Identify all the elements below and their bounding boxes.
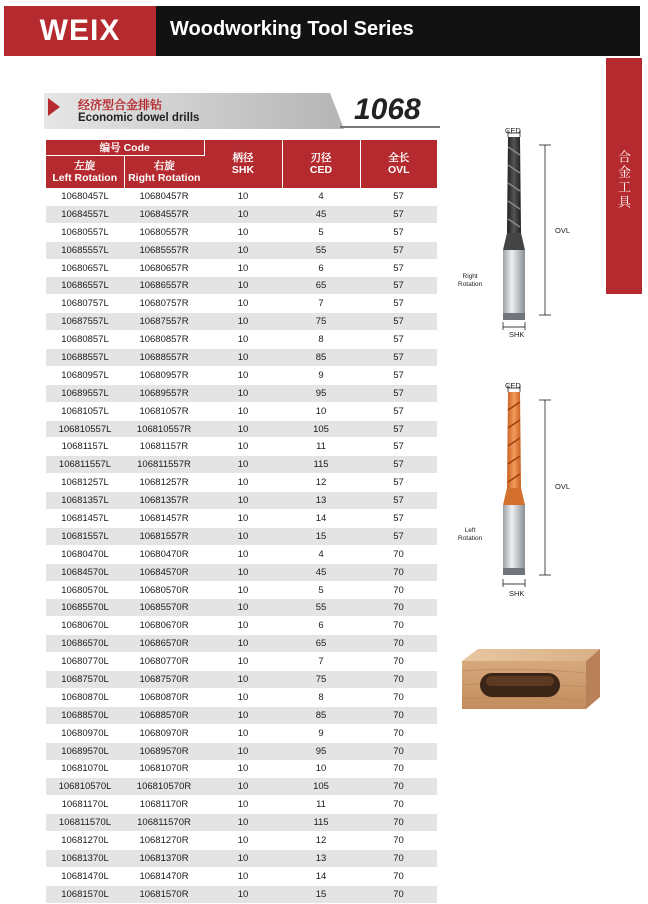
table-row <box>46 188 437 205</box>
ced-cell: 65 <box>282 277 360 295</box>
shk-cell: 10 <box>204 885 282 903</box>
shk-cell: 10 <box>204 349 282 367</box>
left-code-cell: 106810557L <box>46 420 124 438</box>
right-code-cell: 10681457R <box>124 510 204 528</box>
side-tab-label: 合金工具 <box>616 150 631 210</box>
ced-cell: 6 <box>282 259 360 277</box>
ced-cell: 7 <box>282 653 360 671</box>
ced-cell: 11 <box>282 796 360 814</box>
right-code-cell: 10687557R <box>124 313 204 331</box>
left-code-cell: 10685557L <box>46 241 124 259</box>
right-code-cell: 10684557R <box>124 205 204 223</box>
shk-cell: 10 <box>204 259 282 277</box>
left-code-cell: 10685570L <box>46 599 124 617</box>
ced-cell: 85 <box>282 349 360 367</box>
table-row <box>46 885 437 903</box>
shk-cell: 10 <box>204 742 282 760</box>
ovl-cell: 70 <box>360 849 437 867</box>
ced-cell: 6 <box>282 617 360 635</box>
ced-cell: 14 <box>282 867 360 885</box>
shk-cell: 10 <box>204 420 282 438</box>
code-header-en: Code <box>123 141 150 154</box>
left-code-cell: 10681057L <box>46 402 124 420</box>
ced-cell: 13 <box>282 849 360 867</box>
table-row <box>46 760 437 778</box>
shk-cell: 10 <box>204 599 282 617</box>
ovl-cell: 70 <box>360 867 437 885</box>
ced-cell: 75 <box>282 313 360 331</box>
table-row <box>46 671 437 689</box>
wood-block-image <box>458 645 603 715</box>
ovl-cell: 57 <box>360 349 437 367</box>
left-code-cell: 10687557L <box>46 313 124 331</box>
table-row <box>46 492 437 510</box>
right-ced-label: CED <box>505 126 521 135</box>
table-row <box>46 384 437 402</box>
right-code-cell: 10681157R <box>124 438 204 456</box>
ced-cell: 55 <box>282 241 360 259</box>
right-code-cell: 10680470R <box>124 545 204 563</box>
left-code-cell: 10680570L <box>46 581 124 599</box>
left-code-cell: 10680870L <box>46 688 124 706</box>
left-code-cell: 10686570L <box>46 635 124 653</box>
drill-bit-right <box>503 137 525 320</box>
ced-cell: 5 <box>282 223 360 241</box>
left-ovl-label: OVL <box>555 482 571 491</box>
shk-cell: 10 <box>204 510 282 528</box>
right-code-cell: 10680770R <box>124 653 204 671</box>
right-code-cell: 10681257R <box>124 474 204 492</box>
shk-cell: 10 <box>204 545 282 563</box>
table-row <box>46 724 437 742</box>
ced-cell: 45 <box>282 563 360 581</box>
shk-cell: 10 <box>204 814 282 832</box>
shk-cell: 10 <box>204 832 282 850</box>
ced-cell: 12 <box>282 474 360 492</box>
ced-cell: 95 <box>282 384 360 402</box>
shk-cell: 10 <box>204 474 282 492</box>
ced-cell: 12 <box>282 832 360 850</box>
ced-cell: 9 <box>282 366 360 384</box>
ovl-cell: 70 <box>360 796 437 814</box>
ced-header-en: CED <box>309 164 333 176</box>
ovl-cell: 70 <box>360 671 437 689</box>
left-code-cell: 10680657L <box>46 259 124 277</box>
drill-bit-left <box>503 392 525 575</box>
shk-cell: 10 <box>204 366 282 384</box>
left-code-cell: 10680857L <box>46 331 124 349</box>
ovl-cell: 57 <box>360 277 437 295</box>
right-code-cell: 10684570R <box>124 563 204 581</box>
ced-cell: 15 <box>282 527 360 545</box>
shk-cell: 10 <box>204 223 282 241</box>
left-code-cell: 10686557L <box>46 277 124 295</box>
logo-text: WEIX <box>39 14 121 47</box>
ced-cell: 75 <box>282 671 360 689</box>
shk-cell: 10 <box>204 492 282 510</box>
left-code-cell: 10681470L <box>46 867 124 885</box>
table-row <box>46 456 437 474</box>
left-shk-label: SHK <box>509 589 525 598</box>
right-code-cell: 10685570R <box>124 599 204 617</box>
table-row <box>46 635 437 653</box>
ovl-cell: 57 <box>360 313 437 331</box>
code-header-cn: 编号 <box>99 141 121 154</box>
ovl-cell: 70 <box>360 742 437 760</box>
series-banner <box>44 93 440 129</box>
shk-cell: 10 <box>204 581 282 599</box>
left-rotation-header <box>46 156 124 189</box>
table-row <box>46 653 437 671</box>
right-code-cell: 10680457R <box>124 188 204 205</box>
ovl-cell: 70 <box>360 563 437 581</box>
table-row <box>46 814 437 832</box>
left-code-cell: 10680970L <box>46 724 124 742</box>
left-rotation-label: Left Rotation <box>458 527 483 542</box>
left-code-cell: 10688557L <box>46 349 124 367</box>
shk-cell: 10 <box>204 402 282 420</box>
table-row <box>46 832 437 850</box>
left-code-cell: 106811557L <box>46 456 124 474</box>
right-code-cell: 10680570R <box>124 581 204 599</box>
left-code-cell: 10681557L <box>46 527 124 545</box>
left-code-cell: 10681357L <box>46 492 124 510</box>
ced-cell: 45 <box>282 205 360 223</box>
left-code-cell: 10680957L <box>46 366 124 384</box>
table-row <box>46 617 437 635</box>
left-ced-label: CED <box>505 381 521 390</box>
shk-cell: 10 <box>204 671 282 689</box>
table-row <box>46 277 437 295</box>
shk-cell: 10 <box>204 527 282 545</box>
right-code-cell: 10680857R <box>124 331 204 349</box>
ovl-cell: 70 <box>360 581 437 599</box>
table-row <box>46 706 437 724</box>
left-code-cell: 10681157L <box>46 438 124 456</box>
ced-cell: 9 <box>282 724 360 742</box>
ced-cell: 4 <box>282 188 360 205</box>
ovl-cell: 70 <box>360 635 437 653</box>
left-code-cell: 10680457L <box>46 188 124 205</box>
shk-cell: 10 <box>204 277 282 295</box>
side-tab <box>606 58 642 294</box>
ovl-cell: 57 <box>360 438 437 456</box>
left-code-cell: 10687570L <box>46 671 124 689</box>
ovl-cell: 70 <box>360 599 437 617</box>
right-code-cell: 10680870R <box>124 688 204 706</box>
ced-cell: 15 <box>282 885 360 903</box>
right-code-cell: 106810570R <box>124 778 204 796</box>
ovl-cell: 70 <box>360 885 437 903</box>
table-row <box>46 742 437 760</box>
right-ovl-label: OVL <box>555 226 571 235</box>
series-title-cn: 经济型合金排钻 <box>78 98 163 112</box>
shk-cell: 10 <box>204 796 282 814</box>
right-rotation-label: Right Rotation <box>458 273 483 288</box>
shk-cell: 10 <box>204 724 282 742</box>
table-row <box>46 349 437 367</box>
ced-header-cn: 刃径 <box>310 152 332 164</box>
shk-cell: 10 <box>204 688 282 706</box>
ced-cell: 14 <box>282 510 360 528</box>
shk-cell: 10 <box>204 849 282 867</box>
shk-header-en: SHK <box>231 164 255 176</box>
ovl-cell: 70 <box>360 814 437 832</box>
right-header-cn: 右旋 <box>153 160 175 172</box>
right-code-cell: 106810557R <box>124 420 204 438</box>
ced-header <box>282 140 360 188</box>
right-code-cell: 10680670R <box>124 617 204 635</box>
ced-cell: 5 <box>282 581 360 599</box>
right-code-cell: 106811557R <box>124 456 204 474</box>
ovl-cell: 70 <box>360 617 437 635</box>
code-header <box>46 140 204 156</box>
shk-cell: 10 <box>204 456 282 474</box>
ovl-cell: 57 <box>360 402 437 420</box>
ovl-cell: 70 <box>360 688 437 706</box>
ced-cell: 55 <box>282 599 360 617</box>
right-code-cell: 10681557R <box>124 527 204 545</box>
right-code-cell: 10681370R <box>124 849 204 867</box>
right-rotation-drill-drawing <box>455 125 600 345</box>
table-row <box>46 259 437 277</box>
left-header-en: Left Rotation <box>52 172 118 184</box>
ced-cell: 95 <box>282 742 360 760</box>
shk-cell: 10 <box>204 331 282 349</box>
table-row <box>46 778 437 796</box>
right-code-cell: 10681357R <box>124 492 204 510</box>
ovl-cell: 57 <box>360 331 437 349</box>
spec-table <box>46 140 437 904</box>
ced-cell: 4 <box>282 545 360 563</box>
arrow-icon <box>48 98 60 116</box>
ovl-cell: 57 <box>360 205 437 223</box>
shk-cell: 10 <box>204 438 282 456</box>
ced-cell: 7 <box>282 295 360 313</box>
left-code-cell: 10689557L <box>46 384 124 402</box>
left-code-cell: 10681170L <box>46 796 124 814</box>
right-header-en: Right Rotation <box>128 172 201 184</box>
table-row <box>46 438 437 456</box>
table-row <box>46 223 437 241</box>
right-code-cell: 10688557R <box>124 349 204 367</box>
table-row <box>46 527 437 545</box>
ovl-cell: 57 <box>360 241 437 259</box>
right-shk-label: SHK <box>509 330 525 339</box>
left-code-cell: 10681257L <box>46 474 124 492</box>
ovl-cell: 70 <box>360 760 437 778</box>
ovl-header-cn: 全长 <box>388 152 410 164</box>
right-code-cell: 10686557R <box>124 277 204 295</box>
right-code-cell: 10681270R <box>124 832 204 850</box>
ovl-cell: 57 <box>360 456 437 474</box>
left-code-cell: 10689570L <box>46 742 124 760</box>
ced-cell: 11 <box>282 438 360 456</box>
table-row <box>46 581 437 599</box>
right-code-cell: 10680970R <box>124 724 204 742</box>
shk-cell: 10 <box>204 760 282 778</box>
ovl-cell: 57 <box>360 384 437 402</box>
ovl-cell: 57 <box>360 474 437 492</box>
ced-cell: 13 <box>282 492 360 510</box>
left-code-cell: 10681570L <box>46 885 124 903</box>
right-code-cell: 10681057R <box>124 402 204 420</box>
left-header-cn: 左旋 <box>74 160 96 172</box>
left-code-cell: 10681370L <box>46 849 124 867</box>
right-code-cell: 10681470R <box>124 867 204 885</box>
table-row <box>46 420 437 438</box>
shk-cell: 10 <box>204 295 282 313</box>
ced-cell: 10 <box>282 402 360 420</box>
right-code-cell: 10680757R <box>124 295 204 313</box>
table-row <box>46 331 437 349</box>
left-code-cell: 10680470L <box>46 545 124 563</box>
ced-cell: 10 <box>282 760 360 778</box>
left-code-cell: 10681070L <box>46 760 124 778</box>
right-code-cell: 10680557R <box>124 223 204 241</box>
right-code-cell: 10685557R <box>124 241 204 259</box>
table-row <box>46 796 437 814</box>
ced-cell: 115 <box>282 456 360 474</box>
right-code-cell: 10680957R <box>124 366 204 384</box>
right-code-cell: 10681570R <box>124 885 204 903</box>
shk-cell: 10 <box>204 205 282 223</box>
page-title: Woodworking Tool Series <box>170 18 414 40</box>
right-rotation-header <box>124 156 204 189</box>
shk-cell: 10 <box>204 384 282 402</box>
series-title-en: Economic dowel drills <box>78 112 200 124</box>
ced-cell: 105 <box>282 778 360 796</box>
ced-cell: 115 <box>282 814 360 832</box>
right-code-cell: 106811570R <box>124 814 204 832</box>
left-code-cell: 10684557L <box>46 205 124 223</box>
shk-cell: 10 <box>204 635 282 653</box>
table-row <box>46 867 437 885</box>
table-row <box>46 510 437 528</box>
ovl-cell: 70 <box>360 832 437 850</box>
spec-table-body <box>46 188 437 903</box>
left-code-cell: 10680770L <box>46 653 124 671</box>
ovl-cell: 57 <box>360 510 437 528</box>
series-number: 1068 <box>354 93 421 126</box>
ovl-cell: 57 <box>360 420 437 438</box>
left-code-cell: 10680757L <box>46 295 124 313</box>
ovl-cell: 70 <box>360 653 437 671</box>
ovl-cell: 57 <box>360 223 437 241</box>
series-underline <box>340 126 440 128</box>
left-code-cell: 106810570L <box>46 778 124 796</box>
shk-cell: 10 <box>204 188 282 205</box>
ovl-cell: 57 <box>360 492 437 510</box>
right-code-cell: 10687570R <box>124 671 204 689</box>
shk-cell: 10 <box>204 867 282 885</box>
ovl-cell: 57 <box>360 259 437 277</box>
left-code-cell: 10680557L <box>46 223 124 241</box>
table-row <box>46 474 437 492</box>
table-row <box>46 313 437 331</box>
shk-header-cn: 柄径 <box>232 152 254 164</box>
ovl-header <box>360 140 437 188</box>
table-row <box>46 599 437 617</box>
right-code-cell: 10688570R <box>124 706 204 724</box>
brand-logo <box>4 6 156 56</box>
left-code-cell: 10688570L <box>46 706 124 724</box>
right-code-cell: 10689570R <box>124 742 204 760</box>
table-row <box>46 688 437 706</box>
ovl-cell: 57 <box>360 188 437 205</box>
ovl-cell: 57 <box>360 295 437 313</box>
left-rotation-drill-drawing <box>455 380 600 600</box>
table-row <box>46 295 437 313</box>
shk-cell: 10 <box>204 241 282 259</box>
ced-cell: 105 <box>282 420 360 438</box>
ovl-cell: 70 <box>360 706 437 724</box>
ced-cell: 65 <box>282 635 360 653</box>
ced-cell: 8 <box>282 331 360 349</box>
right-code-cell: 10686570R <box>124 635 204 653</box>
ced-cell: 8 <box>282 688 360 706</box>
left-code-cell: 10681457L <box>46 510 124 528</box>
table-row <box>46 366 437 384</box>
shk-cell: 10 <box>204 563 282 581</box>
ovl-cell: 70 <box>360 778 437 796</box>
right-code-cell: 10680657R <box>124 259 204 277</box>
ovl-header-en: OVL <box>387 164 410 176</box>
table-row <box>46 205 437 223</box>
shk-cell: 10 <box>204 313 282 331</box>
ovl-cell: 70 <box>360 545 437 563</box>
shk-cell: 10 <box>204 706 282 724</box>
table-row <box>46 545 437 563</box>
left-code-cell: 10681270L <box>46 832 124 850</box>
ovl-cell: 70 <box>360 724 437 742</box>
left-code-cell: 10680670L <box>46 617 124 635</box>
ovl-cell: 57 <box>360 527 437 545</box>
table-row <box>46 241 437 259</box>
right-code-cell: 10681170R <box>124 796 204 814</box>
ced-cell: 85 <box>282 706 360 724</box>
right-code-cell: 10689557R <box>124 384 204 402</box>
right-code-cell: 10681070R <box>124 760 204 778</box>
table-row <box>46 402 437 420</box>
shk-cell: 10 <box>204 653 282 671</box>
table-row <box>46 849 437 867</box>
table-row <box>46 563 437 581</box>
left-code-cell: 106811570L <box>46 814 124 832</box>
shk-cell: 10 <box>204 617 282 635</box>
shk-header <box>204 140 282 188</box>
page-header <box>4 6 640 56</box>
shk-cell: 10 <box>204 778 282 796</box>
left-code-cell: 10684570L <box>46 563 124 581</box>
ovl-cell: 57 <box>360 366 437 384</box>
